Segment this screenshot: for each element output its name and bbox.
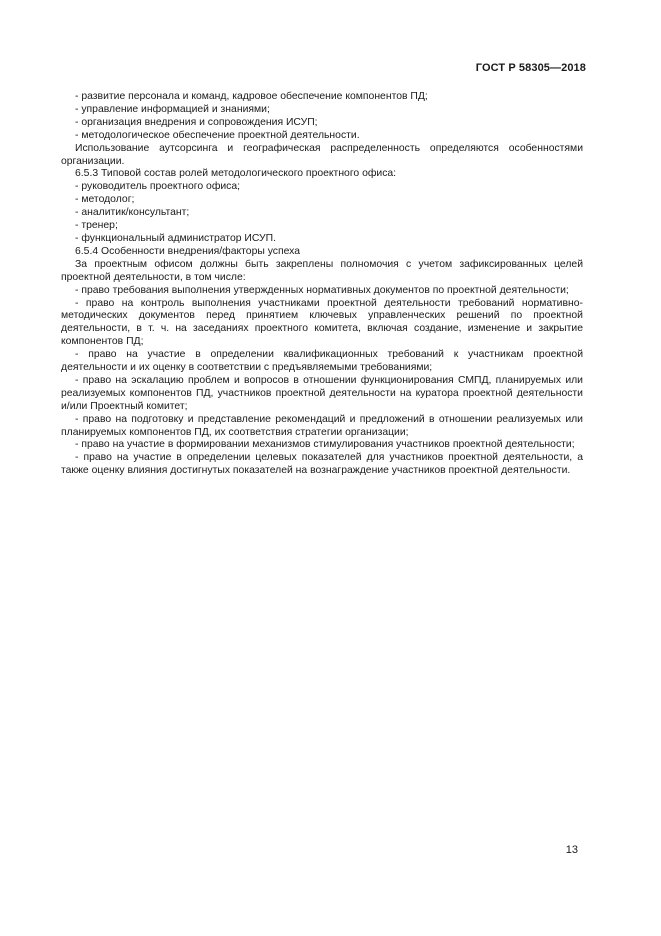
page-body [61, 91, 583, 478]
page-number: 13 [565, 844, 578, 856]
section-heading: 6.5.3 Типовой состав ролей методологического проектного офиса: [75, 168, 397, 180]
list-item: - руководитель проектного офиса; [75, 181, 241, 193]
list-item: - развитие персонала и команд, кадровое обеспечение компонентов ПД; [75, 91, 428, 102]
list-item: - право на контроль выполнения участниками проектной деятельности требований нормативно-методических документов перед принятием ключевых управленческих решений по проектной деятельности, в т. ч. на заседаниях проектного комитета, включая создание, изменение и закрытие компонентов ПД; [61, 297, 583, 348]
list-item: - право на участие в определении квалификационных требований к участникам проектной деятельности и их оценку в соответствии с предъявляемыми требованиями; [61, 349, 583, 374]
list-item: - право на участие в определении целевых показателей для участников проектной деятельности, а также оценку влияния достигнутых показателей на вознаграждение участников проектной деятельности. [61, 452, 583, 477]
paragraph: За проектным офисом должны быть закреплены полномочия с учетом зафиксированных целей проектной деятельности, в том числе: [61, 258, 583, 283]
section-heading: 6.5.4 Особенности внедрения/факторы успеха [75, 245, 301, 257]
list-item: - право на участие в формировании механизмов стимулирования участников проектной деятельности; [75, 439, 575, 451]
list-item: - функциональный администратор ИСУП. [75, 232, 276, 244]
list-item: - аналитик/консультант; [75, 207, 190, 219]
list-item: - организация внедрения и сопровождения ИСУП; [75, 116, 318, 128]
paragraph: Использование аутсорсинга и географическая распределенность определяются особенностями организации. [61, 142, 583, 167]
list-item: - право требования выполнения утвержденных нормативных документов по проектной деятельности; [75, 284, 569, 296]
list-item: - управление информацией и знаниями; [75, 103, 270, 115]
list-item: - право на подготовку и представление рекомендаций и предложений в отношении реализуемых или планируемых компонентов ПД, их соответствия стратегии организации; [61, 413, 583, 438]
list-item: - право на эскалацию проблем и вопросов в отношении функционирования СМПД, планируемых или реализуемых компонентов ПД, участников проектной деятельности на куратора проектной деятельности и/или Проектный комитет; [61, 374, 583, 412]
list-item: - тренер; [75, 220, 118, 232]
list-item: - методолог; [75, 194, 135, 206]
list-item: - методологическое обеспечение проектной деятельности. [75, 129, 360, 141]
standard-header: ГОСТ Р 58305—2018 [475, 62, 586, 74]
